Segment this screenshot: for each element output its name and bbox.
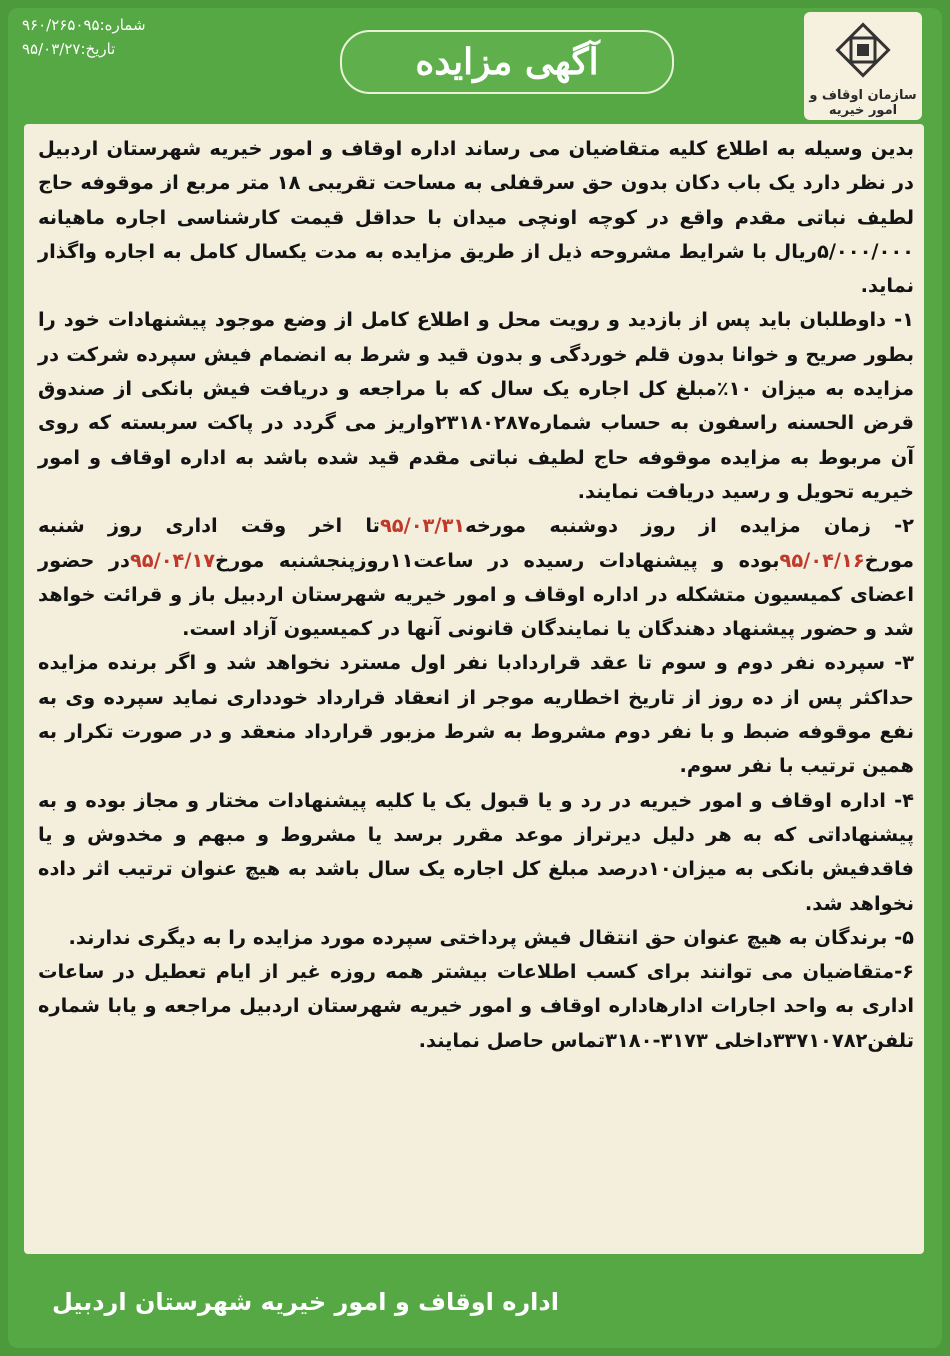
notice-item-4: ۴- اداره اوقاف و امور خیریه در رد و یا قبول یک یا کلیه پیشنهادات مختار و مجاز بوده و به پیشنهاداتی که به هر دلیل دیرتراز موعد مقرر برسد یا مشروط و مبهم و مخدوش و یا فاقدفیش بانکی به میزان۱۰درصد مبلغ کل اجاره یک سال باشد به هیچ عنوان ترتیب اثر داده نخواهد شد.: [38, 788, 915, 915]
endowment-emblem-icon: [831, 18, 895, 82]
notice-item-3: ۳- سپرده نفر دوم و سوم تا عقد قراردادبا نفر اول مسترد نخواهد شد و اگر برنده مزایده حداکثر پس از ده روز از تاریخ اخطاریه موجر از انعقاد قرارداد خودداری نماید سپرده وی به نفع موقوفه ضبط و با نفر دوم مشروط به شرط مزبور قرارداد منعقد و در صورت تکرار به همین ترتیب با نفر سوم.: [38, 651, 914, 778]
notice-paper: [24, 124, 924, 1254]
footer-signature: اداره اوقاف و امور خیریه شهرستان اردبیل: [52, 1288, 559, 1316]
organization-logo-text: سازمان اوقاف و امور خیریه: [809, 88, 917, 118]
notice-title: آگهی مزایده: [340, 30, 674, 94]
end-date: ۹۵/۰۴/۱۶: [779, 548, 865, 572]
notice-item-5: ۵- برندگان به هیچ عنوان حق انتقال فیش پرداختی سپرده مورد مزایده را به دیگری ندارند.: [68, 925, 914, 949]
item-2-part-b: تا اخر وقت اداری روز شنبه مورخ: [38, 514, 914, 572]
notice-item-2: [38, 509, 914, 646]
notice-footer: [24, 1268, 924, 1336]
notice-intro: بدین وسیله به اطلاع کلیه متقاضیان می رساند اداره اوقاف و امور خیریه شهرستان اردبیل در نظر دارد یک باب دکان بدون حق سرقفلی به مساحت تقریبی ۱۸ متر مربع از موقوفه حاج لطیف نباتی مقدم واقع در کوچه اونچی میدان با حداقل قیمت کارشناسی اجاره ماهیانه ۵/۰۰۰/۰۰۰ریال با شرایط مشروحه ذیل از طریق مزایده به مدت یکسال کامل به اجاره واگذار نماید.: [38, 137, 914, 298]
item-2-part-d: در حضور اعضای کمیسیون متشکله در اداره اوقاف و امور خیریه شهرستان اردبیل باز و قرائت خواهد شد و حضور پیشنهاد دهندگان یا نمایندگان قانونی آنها در کمیسیون آزاد است.: [38, 548, 914, 641]
item-2-part-c: بوده و پیشنهادات رسیده در ساعت۱۱روزپنجشنبه مورخ: [215, 548, 780, 572]
opening-date: ۹۵/۰۴/۱۷: [129, 548, 216, 572]
organization-logo: [804, 12, 922, 120]
start-date: ۹۵/۰۳/۳۱: [379, 514, 466, 538]
notice-item-1: ۱- داوطلبان باید پس از بازدید و رویت محل و اطلاع کامل از وضع موجود پیشنهادات خود را بطور صریح و خوانا بدون قلم خوردگی و بدون قید و شرط به انضمام فیش سپرده شرکت در مزایده به میزان ۱۰٪مبلغ کل اجاره یک سال که با مراجعه و دریافت فیش بانکی از صندوق قرض الحسنه راسفون به حساب شماره۲۳۱۸۰۲۸۷واریز می گردد در پاکت سربسته که روی آن مربوط به مزایده موقوفه حاج لطیف نباتی مقدم قید شده باشد به اداره اوقاف و امور خیریه تحویل و رسید دریافت نمایند.: [38, 308, 914, 503]
reference-date: تاریخ:۹۵/۰۳/۲۷: [22, 40, 116, 58]
reference-info: [22, 16, 222, 64]
notice-header: [22, 12, 922, 120]
reference-number: شماره:۹۶۰/۲۶۵۰۹۵: [22, 16, 146, 34]
notice-item-6: ۶-متقاضیان می توانند برای کسب اطلاعات بیشتر همه روزه غیر از ایام تعطیل در ساعات اداری به واحد اجارات ادارهاداره اوقاف و امور خیریه شهرستان اردبیل مراجعه و یابا شماره تلفن۳۳۷۱۰۷۸۲داخلی ۳۱۷۳-۳۱۸۰تماس حاصل نمایند.: [38, 960, 914, 1052]
item-2-part-a: ۲- زمان مزایده از روز دوشنبه مورخه: [465, 514, 914, 538]
notice-body: [38, 132, 914, 1058]
